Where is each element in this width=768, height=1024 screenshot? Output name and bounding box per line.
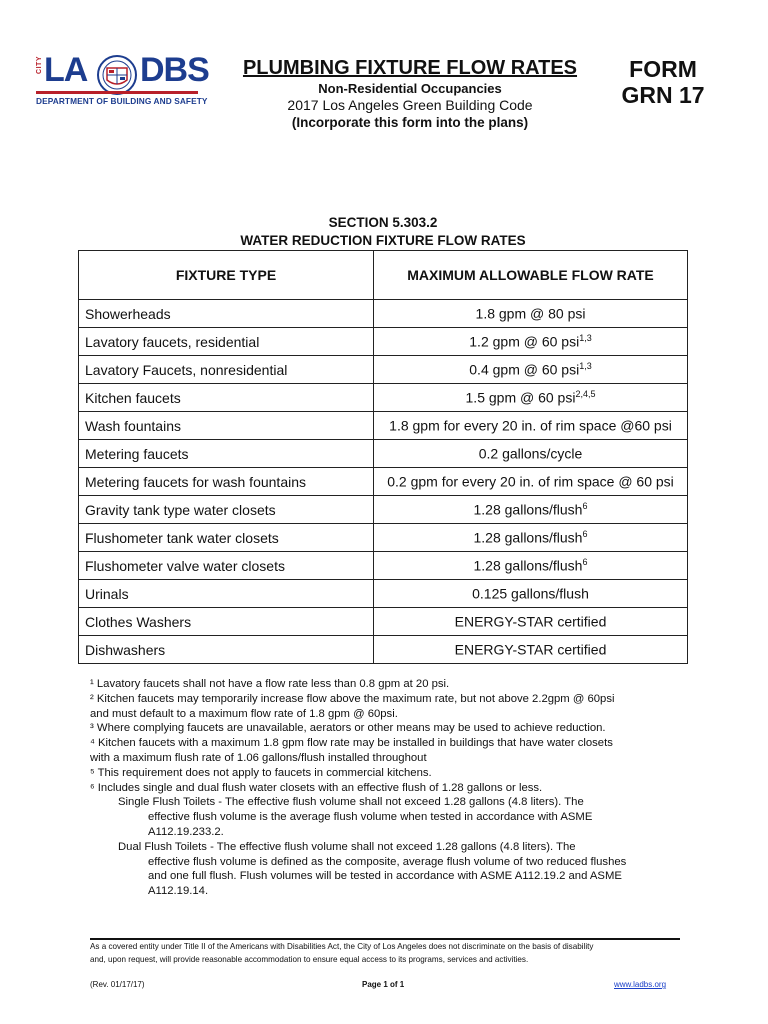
flow-rate-value: 0.4 gpm @ 60 psi xyxy=(469,361,580,378)
footnote-line: ² Kitchen faucets may temporarily increase flow above the maximum rate, but not above 2.2gpm @ 60psi xyxy=(90,692,615,705)
ada-line: and, upon request, will provide reasonable accommodation to ensure equal access to its programs, services and activities. xyxy=(90,954,529,964)
flow-rate-value: ENERGY-STAR certified xyxy=(454,641,607,658)
flow-rate-cell xyxy=(374,356,688,384)
table-row xyxy=(79,552,688,580)
flow-rate-cell xyxy=(374,468,688,496)
header-fixture-type: FIXTURE TYPE xyxy=(79,251,374,300)
flow-rate-value: ENERGY-STAR certified xyxy=(454,613,607,630)
footnote-line: Single Flush Toilets - The effective flush volume shall not exceed 1.28 gallons (4.8 liters). The xyxy=(118,796,584,809)
table-row xyxy=(79,328,688,356)
flow-rate-cell xyxy=(374,300,688,328)
flow-rate-cell xyxy=(374,440,688,468)
flow-rate-cell xyxy=(374,580,688,608)
flow-rate-value: 1.28 gallons/flush xyxy=(473,557,583,574)
table-row xyxy=(79,440,688,468)
footnote-line: ³ Where complying faucets are unavailable, aerators or other means may be used to achieve reduction. xyxy=(90,722,606,735)
code-reference: 2017 Los Angeles Green Building Code xyxy=(287,97,533,113)
table-row xyxy=(79,300,688,328)
logo-city-text: CITY xyxy=(36,56,43,74)
footnote-line: effective flush volume is defined as the composite, average flush volume of two reduced flushes xyxy=(148,855,627,868)
website-link[interactable]: www.ladbs.org xyxy=(614,980,667,989)
flow-rate-cell xyxy=(374,384,688,412)
footnote-line: A112.19.14. xyxy=(148,885,209,898)
footnote-line: ¹ Lavatory faucets shall not have a flow rate less than 0.8 gpm at 20 psi. xyxy=(90,678,450,690)
form-instruction: (Incorporate this form into the plans) xyxy=(291,115,529,130)
flow-rate-value: 0.2 gallons/cycle xyxy=(478,445,583,462)
footnote-line: with a maximum flush rate of 1.06 gallons/flush installed throughout xyxy=(90,751,427,764)
ladbs-logo xyxy=(36,51,209,108)
footnote-line: and must default to a maximum flow rate of 1.8 gpm @ 60psi. xyxy=(90,707,398,720)
footnote-line: ⁶ Includes single and dual flush water closets with an effective flush of 1.28 gallons or less. xyxy=(90,781,543,794)
fixture-type-cell: Lavatory Faucets, nonresidential xyxy=(79,356,374,384)
flow-rate-cell xyxy=(374,552,688,580)
form-subtitle: Non-Residential Occupancies xyxy=(318,81,502,96)
fixture-type-cell: Metering faucets xyxy=(79,440,374,468)
fixture-type-cell: Lavatory faucets, residential xyxy=(79,328,374,356)
flow-rate-cell xyxy=(374,412,688,440)
flow-rate-value: 1.5 gpm @ 60 psi xyxy=(465,389,576,406)
fixture-type-cell: Urinals xyxy=(79,580,374,608)
table-row xyxy=(79,608,688,636)
flow-rate-cell xyxy=(374,608,688,636)
flow-rate-cell xyxy=(374,636,688,664)
flow-rate-value: 1.8 gpm for every 20 in. of rim space @60 psi xyxy=(389,417,672,434)
flow-rate-table xyxy=(78,250,688,664)
page-number: Page 1 of 1 xyxy=(362,980,405,989)
flow-rate-value: 1.8 gpm @ 80 psi xyxy=(475,305,586,322)
section-title: WATER REDUCTION FIXTURE FLOW RATES xyxy=(240,233,526,248)
table-row xyxy=(79,468,688,496)
footnote-ref: 6 xyxy=(582,529,588,540)
fixture-type-cell: Wash fountains xyxy=(79,412,374,440)
fixture-type-cell: Flushometer tank water closets xyxy=(79,524,374,552)
footnote-ref: 6 xyxy=(582,557,588,568)
footnote-ref: 1,3 xyxy=(579,361,592,372)
fixture-type-cell: Clothes Washers xyxy=(79,608,374,636)
form-code: GRN 17 xyxy=(621,82,705,108)
flow-rate-cell xyxy=(374,524,688,552)
ada-statement xyxy=(90,941,690,966)
logo-dbs-text: DBS xyxy=(140,51,209,89)
fixture-type-cell: Dishwashers xyxy=(79,636,374,664)
table-row xyxy=(79,580,688,608)
footnotes xyxy=(90,677,700,899)
fixture-type-cell: Showerheads xyxy=(79,300,374,328)
table-row xyxy=(79,384,688,412)
table-row xyxy=(79,412,688,440)
ada-line: As a covered entity under Title II of the Americans with Disabilities Act, the City of Los Angeles does not discriminate on the basis of disability xyxy=(90,942,594,951)
table-body xyxy=(79,300,688,664)
footnote-line: ⁴ Kitchen faucets with a maximum 1.8 gpm flow rate may be installed in buildings that have water closets xyxy=(90,737,613,750)
footnote-line: ⁵ This requirement does not apply to faucets in commercial kitchens. xyxy=(90,766,432,779)
form-title: PLUMBING FIXTURE FLOW RATES xyxy=(242,57,578,79)
fixture-type-cell: Metering faucets for wash fountains xyxy=(79,468,374,496)
footnote-ref: 6 xyxy=(582,501,588,512)
footnote-line: Dual Flush Toilets - The effective flush volume shall not exceed 1.28 gallons (4.8 liters). The xyxy=(118,840,576,853)
table-row xyxy=(79,636,688,664)
table-row xyxy=(79,524,688,552)
table-row xyxy=(79,356,688,384)
table-row xyxy=(79,496,688,524)
department-name: DEPARTMENT OF BUILDING AND SAFETY xyxy=(36,96,208,106)
section-number: SECTION 5.303.2 xyxy=(328,215,438,230)
footnote-line: and one full flush. Flush volumes will be tested in accordance with ASME A112.19.2 and ASME xyxy=(148,870,622,883)
footer-rule xyxy=(90,938,680,940)
flow-rate-value: 1.2 gpm @ 60 psi xyxy=(469,333,580,350)
fixture-type-cell: Kitchen faucets xyxy=(79,384,374,412)
logo-la-text: LA xyxy=(44,51,88,89)
footnote-line: effective flush volume is the average flush volume when tested in accordance with ASME xyxy=(148,811,593,824)
table-header-row xyxy=(79,251,688,300)
flow-rate-value: 1.28 gallons/flush xyxy=(473,501,583,518)
footnote-ref: 1,3 xyxy=(579,333,592,344)
form-number xyxy=(600,56,726,108)
flow-rate-cell xyxy=(374,328,688,356)
flow-rate-value: 0.2 gpm for every 20 in. of rim space @ 60 psi xyxy=(387,473,674,490)
flow-rate-value: 1.28 gallons/flush xyxy=(473,529,583,546)
footnote-line: A112.19.233.2. xyxy=(148,825,224,838)
revision-date: (Rev. 01/17/17) xyxy=(90,980,145,989)
footnote-ref: 2,4,5 xyxy=(575,389,596,400)
flow-rate-cell xyxy=(374,496,688,524)
header-max-flow-rate: MAXIMUM ALLOWABLE FLOW RATE xyxy=(374,251,688,300)
flow-rate-value: 0.125 gallons/flush xyxy=(472,585,589,602)
city-seal-icon xyxy=(96,54,138,96)
logo-divider xyxy=(36,91,198,94)
fixture-type-cell: Flushometer valve water closets xyxy=(79,552,374,580)
fixture-type-cell: Gravity tank type water closets xyxy=(79,496,374,524)
form-label: FORM xyxy=(629,56,697,82)
